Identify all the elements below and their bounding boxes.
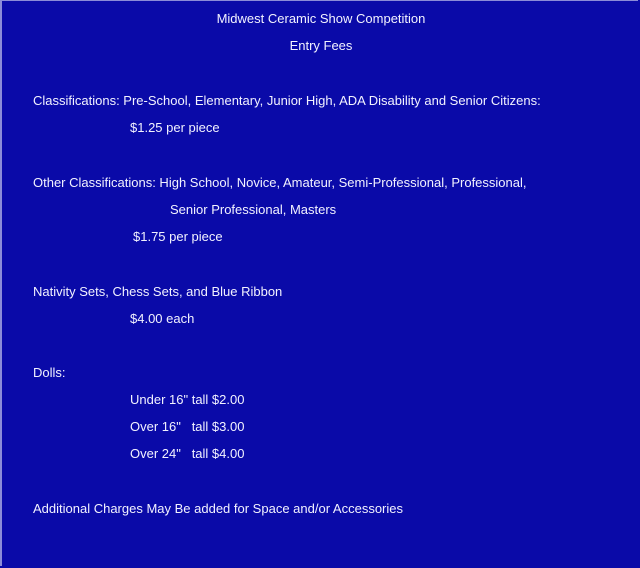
section-other-heading: Other Classifications: High School, Novice, Amateur, Semi-Professional, Professional, [33, 175, 527, 190]
entry-fees-document [2, 1, 640, 567]
dolls-price-item: Over 24" tall $4.00 [130, 446, 245, 461]
dolls-price-item: Under 16" tall $2.00 [130, 392, 245, 407]
section-sets-heading: Nativity Sets, Chess Sets, and Blue Ribbon [33, 284, 283, 299]
document-subtitle: Entry Fees [289, 38, 353, 53]
section-youth-price: $1.25 per piece [130, 120, 220, 135]
document-title: Midwest Ceramic Show Competition [216, 11, 426, 26]
section-other-heading-cont: Senior Professional, Masters [170, 202, 337, 217]
section-dolls-heading: Dolls: [33, 365, 66, 380]
footer-note: Additional Charges May Be added for Space and/or Accessories [33, 501, 403, 516]
section-youth-heading: Classifications: Pre-School, Elementary, Junior High, ADA Disability and Senior Citizens: [33, 93, 541, 108]
section-other-price: $1.75 per piece [133, 229, 223, 244]
dolls-price-item: Over 16" tall $3.00 [130, 419, 245, 434]
section-sets-price: $4.00 each [130, 311, 195, 326]
